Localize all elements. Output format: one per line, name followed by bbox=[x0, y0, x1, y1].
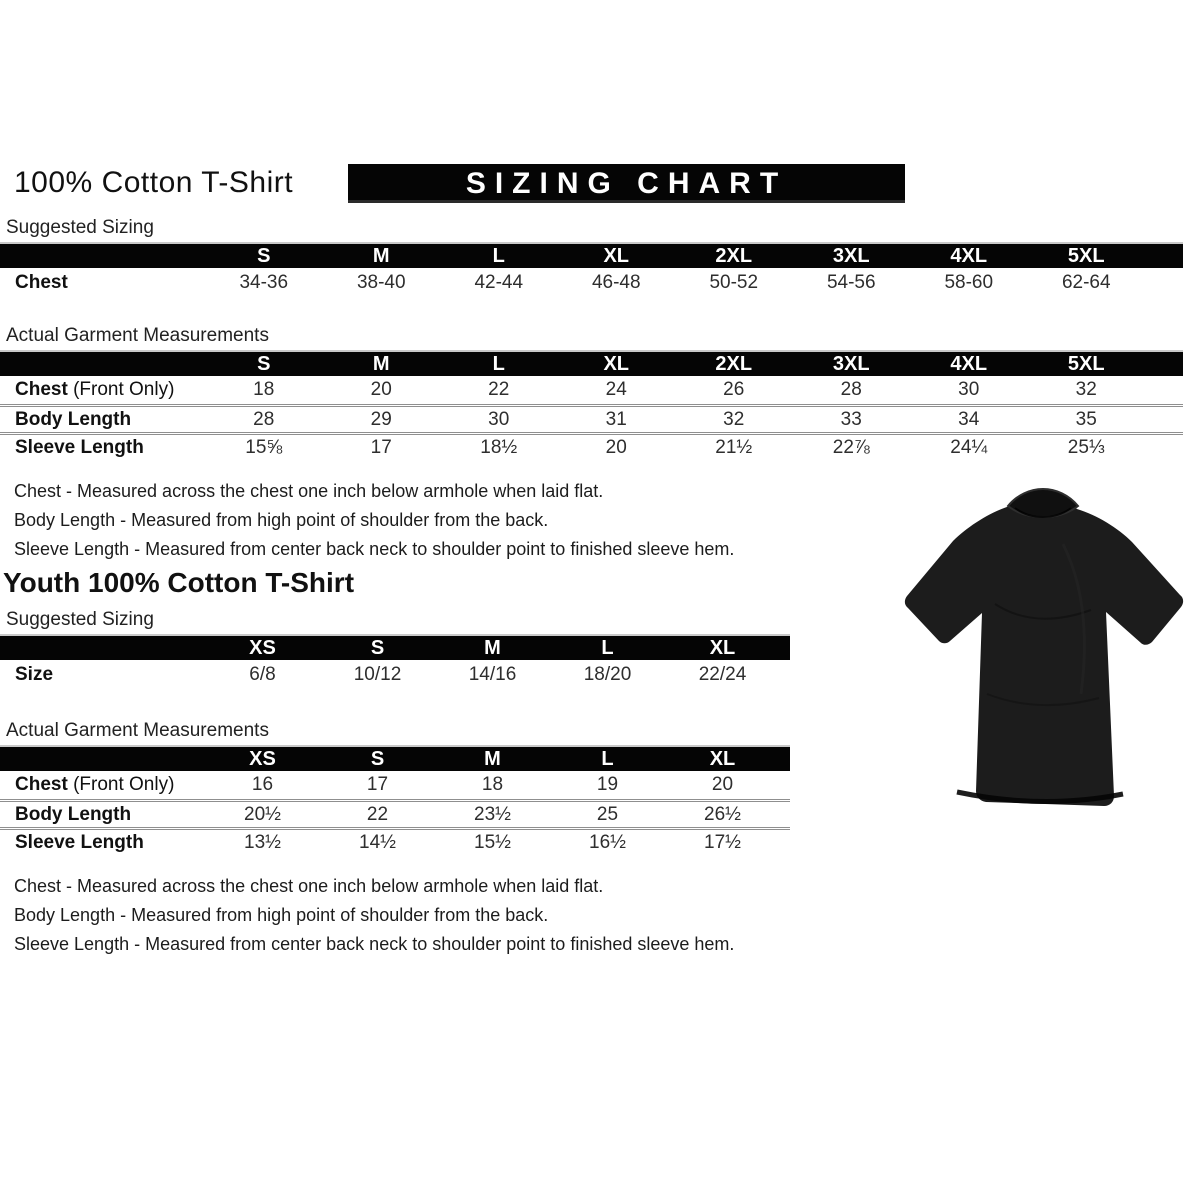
table-row bbox=[0, 771, 790, 799]
cell: 62-64 bbox=[1061, 272, 1111, 293]
column-header: M bbox=[484, 636, 501, 659]
cell: 30 bbox=[488, 408, 510, 430]
column-header: L bbox=[601, 747, 614, 770]
cell: 29 bbox=[370, 408, 392, 430]
youth-suggested-label: Suggested Sizing bbox=[6, 609, 154, 630]
column-header: L bbox=[492, 244, 505, 267]
cell: 16½ bbox=[589, 831, 626, 853]
column-header: S bbox=[257, 244, 271, 267]
column-header: 3XL bbox=[832, 244, 870, 267]
row-label-main: Size bbox=[15, 664, 54, 685]
cell: 17 bbox=[366, 774, 389, 795]
t-shirt-image bbox=[895, 484, 1191, 818]
row-label-main: Sleeve Length bbox=[15, 831, 144, 853]
cell: 31 bbox=[605, 408, 627, 430]
cell: 22⅞ bbox=[832, 436, 870, 458]
table-header-bar bbox=[0, 745, 790, 771]
column-header: 4XL bbox=[950, 352, 988, 375]
cell: 28 bbox=[253, 408, 275, 430]
table-header-bar bbox=[0, 634, 790, 660]
cell: 13½ bbox=[244, 831, 281, 853]
cell: 26 bbox=[723, 379, 745, 400]
table-row bbox=[0, 268, 1183, 298]
column-header: M bbox=[372, 244, 390, 267]
column-header: S bbox=[257, 352, 271, 375]
cell: 33 bbox=[840, 408, 862, 430]
column-header: 2XL bbox=[715, 244, 753, 267]
table-row bbox=[0, 799, 790, 827]
row-label bbox=[0, 272, 205, 294]
table-row bbox=[0, 376, 1183, 404]
cell: 46-48 bbox=[591, 272, 641, 293]
column-header: XL bbox=[603, 352, 630, 375]
row-label: Chest (Front Only) bbox=[15, 774, 175, 795]
youth-notes bbox=[0, 872, 1200, 959]
cell: 16 bbox=[251, 774, 274, 795]
cell: 17 bbox=[370, 436, 392, 458]
adult-title: 100% Cotton T-Shirt bbox=[14, 166, 294, 199]
cell: 34-36 bbox=[239, 272, 289, 293]
cell: 18 bbox=[253, 379, 275, 400]
cell: 25⅓ bbox=[1067, 436, 1105, 458]
cell: 35 bbox=[1075, 408, 1097, 430]
column-header: L bbox=[601, 636, 614, 659]
cell: 18 bbox=[481, 774, 504, 795]
table-header-bar bbox=[0, 242, 1183, 268]
adult-suggested-label: Suggested Sizing bbox=[6, 217, 154, 238]
sizing-chart-banner: SIZING CHART bbox=[348, 164, 905, 203]
column-header: 3XL bbox=[832, 352, 870, 375]
cell: 24 bbox=[605, 379, 627, 400]
cell: 30 bbox=[958, 379, 980, 400]
cell: 15½ bbox=[474, 831, 511, 853]
cell: 58-60 bbox=[944, 272, 994, 293]
row-label-main: Chest bbox=[15, 379, 68, 400]
row-label bbox=[0, 664, 205, 686]
cell: 34 bbox=[958, 408, 980, 430]
cell: 20 bbox=[605, 436, 627, 458]
column-header: M bbox=[484, 747, 501, 770]
row-label-main: Sleeve Length bbox=[15, 436, 144, 458]
adult-actual-table bbox=[0, 350, 1183, 460]
row-label: Chest (Front Only) bbox=[15, 379, 175, 400]
cell: 14½ bbox=[359, 831, 396, 853]
note-line: Sleeve Length - Measured from center back neck to shoulder point to finished sleeve hem. bbox=[14, 539, 735, 559]
cell: 18½ bbox=[480, 436, 518, 458]
youth-suggested-table bbox=[0, 634, 790, 690]
cell: 17½ bbox=[704, 831, 741, 853]
t-shirt-photo bbox=[895, 484, 1191, 818]
column-header: XS bbox=[249, 636, 276, 659]
cell: 23½ bbox=[474, 803, 511, 825]
cell: 32 bbox=[1075, 379, 1097, 400]
note-line: Body Length - Measured from high point of shoulder from the back. bbox=[14, 510, 549, 530]
cell: 15⅝ bbox=[245, 436, 283, 458]
row-label bbox=[0, 437, 205, 459]
column-header: S bbox=[370, 636, 385, 659]
cell: 24¼ bbox=[950, 436, 988, 458]
cell: 22 bbox=[366, 803, 389, 825]
row-label-main: Chest bbox=[15, 272, 68, 293]
cell: 20 bbox=[711, 774, 734, 795]
cell: 54-56 bbox=[826, 272, 876, 293]
column-header: 5XL bbox=[1067, 244, 1105, 267]
cell: 21½ bbox=[715, 436, 753, 458]
header-row bbox=[0, 164, 1200, 210]
cell: 26½ bbox=[704, 803, 741, 825]
cell: 38-40 bbox=[356, 272, 406, 293]
cell: 18/20 bbox=[583, 664, 632, 685]
youth-title: Youth 100% Cotton T-Shirt bbox=[3, 567, 355, 598]
column-header: XL bbox=[603, 244, 630, 267]
table-header-bar bbox=[0, 350, 1183, 376]
column-header: S bbox=[370, 747, 385, 770]
row-label-main: Body Length bbox=[15, 408, 132, 430]
column-header: XL bbox=[709, 636, 736, 659]
youth-actual-label: Actual Garment Measurements bbox=[6, 720, 269, 741]
row-label-main: Body Length bbox=[15, 803, 132, 825]
cell: 32 bbox=[723, 408, 745, 430]
adult-suggested-table bbox=[0, 242, 1183, 298]
cell: 6/8 bbox=[249, 664, 276, 685]
note-line: Chest - Measured across the chest one inch below armhole when laid flat. bbox=[14, 876, 604, 896]
column-header: XS bbox=[249, 747, 276, 770]
table-row bbox=[0, 660, 790, 690]
note-line: Sleeve Length - Measured from center back neck to shoulder point to finished sleeve hem. bbox=[14, 934, 735, 954]
row-label bbox=[0, 832, 205, 854]
cell: 28 bbox=[840, 379, 862, 400]
cell: 25 bbox=[596, 803, 619, 825]
cell: 14/16 bbox=[468, 664, 517, 685]
column-header: 4XL bbox=[950, 244, 988, 267]
cell: 22/24 bbox=[698, 664, 747, 685]
t-shirt-body bbox=[905, 498, 1183, 806]
table-row bbox=[0, 827, 790, 855]
column-header: M bbox=[372, 352, 390, 375]
column-header: 5XL bbox=[1067, 352, 1105, 375]
note-line: Body Length - Measured from high point of shoulder from the back. bbox=[14, 905, 549, 925]
cell: 42-44 bbox=[474, 272, 524, 293]
note-line: Chest - Measured across the chest one inch below armhole when laid flat. bbox=[14, 481, 604, 501]
cell: 22 bbox=[488, 379, 510, 400]
row-label bbox=[0, 804, 205, 826]
cell: 20½ bbox=[244, 803, 281, 825]
adult-actual-label: Actual Garment Measurements bbox=[6, 325, 269, 346]
column-header: XL bbox=[709, 747, 736, 770]
cell: 20 bbox=[370, 379, 392, 400]
column-header: L bbox=[492, 352, 505, 375]
cell: 50-52 bbox=[709, 272, 759, 293]
row-label bbox=[0, 409, 205, 431]
cell: 19 bbox=[596, 774, 619, 795]
t-shirt-collar bbox=[1008, 489, 1078, 517]
row-label-main: Chest bbox=[15, 774, 68, 795]
table-row bbox=[0, 432, 1183, 460]
cell: 10/12 bbox=[353, 664, 402, 685]
youth-actual-table bbox=[0, 745, 790, 855]
table-row bbox=[0, 404, 1183, 432]
column-header: 2XL bbox=[715, 352, 753, 375]
